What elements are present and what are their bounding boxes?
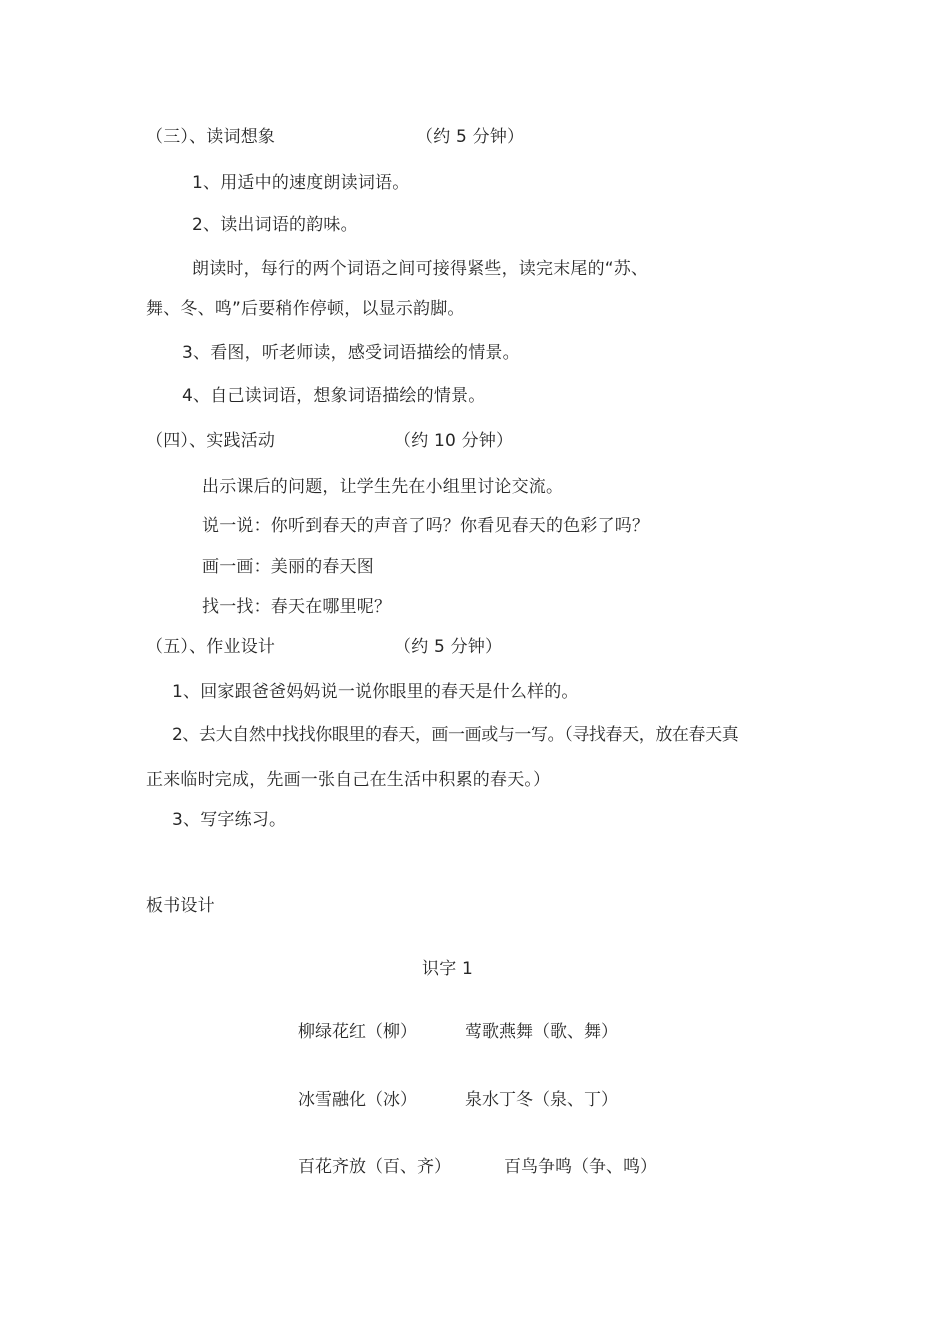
board-row-left: 柳绿花红（柳） xyxy=(298,1022,417,1042)
section3-item-1: 1、用适中的速度朗读词语。 xyxy=(192,173,410,193)
section5-item-3: 3、写字练习。 xyxy=(172,810,287,830)
section5-item-1: 1、回家跟爸爸妈妈说一说你眼里的春天是什么样的。 xyxy=(172,682,579,702)
board-title: 识字 1 xyxy=(422,959,474,979)
section4-line-1: 出示课后的问题，让学生先在小组里讨论交流。 xyxy=(202,477,564,497)
section4-time: （约 10 分钟） xyxy=(394,431,514,451)
section3-item-2: 2、读出词语的韵味。 xyxy=(192,215,358,235)
board-row-right: 莺歌燕舞（歌、舞） xyxy=(465,1022,618,1042)
board-row-right: 百鸟争鸣（争、鸣） xyxy=(504,1157,657,1177)
board-row-left: 百花齐放（百、齐） xyxy=(298,1157,451,1177)
board-row-right: 泉水丁冬（泉、丁） xyxy=(465,1090,618,1110)
section3-paragraph-line-2: 舞、冬、鸣”后要稍作停顿，以显示韵脚。 xyxy=(146,299,465,319)
section3-paragraph-line-1: 朗读时，每行的两个词语之间可接得紧些，读完末尾的“苏、 xyxy=(192,259,649,279)
board-heading: 板书设计 xyxy=(146,896,215,916)
section5-time: （约 5 分钟） xyxy=(394,637,503,657)
section5-heading: （五）、作业设计 xyxy=(146,637,276,657)
section4-line-2: 说一说：你听到春天的声音了吗？你看见春天的色彩了吗？ xyxy=(202,516,650,536)
section3-heading: （三）、读词想象 xyxy=(146,127,276,147)
board-row-left: 冰雪融化（冰） xyxy=(298,1090,417,1110)
section3-item-4: 4、自己读词语，想象词语描绘的情景。 xyxy=(182,386,486,406)
section5-item-2-line-2: 正来临时完成，先画一张自己在生活中积累的春天。） xyxy=(146,770,551,790)
section3-time: （约 5 分钟） xyxy=(416,127,525,147)
section5-item-2-line-1: 2、去大自然中找找你眼里的春天，画一画或与一写。（寻找春天，放在春天真 xyxy=(172,725,739,745)
section3-item-3: 3、看图，听老师读，感受词语描绘的情景。 xyxy=(182,343,520,363)
section4-line-3: 画一画：美丽的春天图 xyxy=(202,557,374,577)
section4-heading: （四）、实践活动 xyxy=(146,431,276,451)
section4-line-4: 找一找：春天在哪里呢？ xyxy=(202,597,392,617)
